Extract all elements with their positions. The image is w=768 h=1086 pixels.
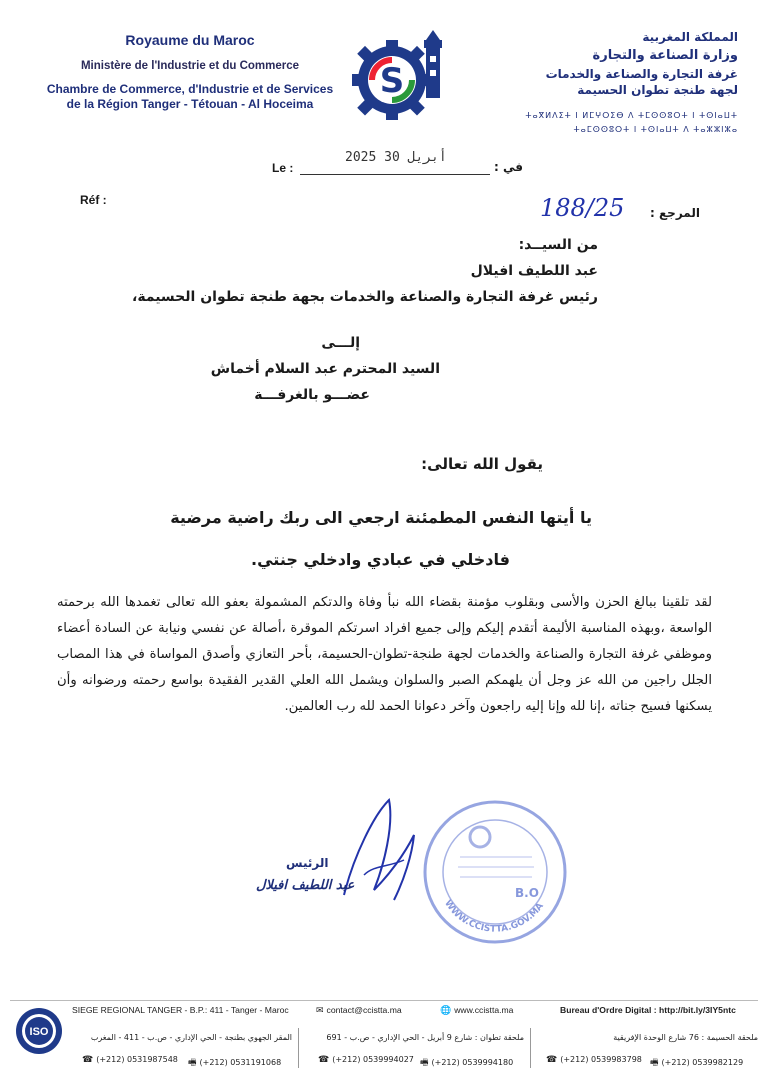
footer-sep2 [530,1028,531,1068]
stamp-logo-icon [470,827,490,847]
stamp-rim-text: WWW.CCISTTA.GOV.MA [442,898,546,935]
signature-title: الرئيس [286,856,329,870]
ref-label-ar: المرجع : [650,206,700,220]
verse-line2: فادخلي في عبادي وادخلي جنتي. [251,550,510,569]
date-underline [300,174,490,175]
phone-icon: ☎ [82,1055,94,1065]
footer-tel3 [318,1055,414,1065]
phone-icon: ☎ [546,1055,558,1065]
footer-web-text[interactable]: www.ccistta.ma [454,1005,514,1015]
recipient-name: السيد المحترم عبد السلام أخماش [210,361,440,377]
chamber-logo [352,28,456,124]
tifinagh-line2: ⵜⴰⵎⵙⵙⵓⵔⵜ ⵏ ⵜⵙⵏⴰⵡⵜ ⴷ ⵜⴰⵣⵣⵏⵣⴰ [573,125,738,134]
stamp-center: B.O [515,886,539,900]
date-label-fr: Le : [272,161,294,175]
iso-badge [14,1006,64,1056]
footer-ar-hoceima: ملحقة الحسيمة : 76 شارع الوحدة الإفريقية [613,1033,758,1042]
condolence-paragraph: لقد تلقينا ببالغ الحزن والأسى وبقلوب مؤمنة بقضاء الله نبأ وفاة والدتكم المشمولة بعفو الله تعالى تغمدها الله برحمته الواسعة ،وبهذه المناسبة الأليمة أتقدم إليكم وإلى جميع افراد اسرتكم الموقرة ،أصالة عن نفسي ونيابة عن السادة أعضاء وموظفي غرفة التجارة والصناعة والخدمات لجهة طنجة-تطوان-الحسيمة، بأحر التعازي وأصدق المواساة في هذا المصاب الجلل راجين من الله عز وجل أن يلهمكم الصبر والسلوان ويشمل الله العلي القدير الفقيدة بواسع رحمته ورضوانه وأن يسكنها فسيح جناته ،إنا لله وإنا إليه راجعون وآخر دعوانا الحمد لله رب العالمين. [57,595,712,714]
footer-tel1 [82,1055,178,1065]
quote-intro: يقول الله تعالى: [421,455,543,473]
tifinagh-line1: ⵜⴰⴳⵍⴷⵉⵜ ⵏ ⵍⵎⵖⵔⵉⴱ ⴷ ⵜⵎⵙⵙⵓⵔⵜ ⵏ ⵜⵙⵏⴰⵡⵜ [525,111,738,120]
footer-tel2 [188,1055,281,1071]
footer-tel5 [546,1055,642,1065]
footer-tel3-text: (+212) 0539994027 [332,1055,414,1064]
fax-icon: 🖷 [188,1058,197,1068]
fax-icon: 🖷 [650,1058,659,1068]
region-ar: لجهة طنجة تطوان الحسيمة [577,83,738,97]
chamber-fr-line1: Chambre de Commerce, d'Industrie et de Services [46,82,334,96]
svg-text:WWW.CCISTTA.GOV.MA [442,899,546,935]
chamber-fr-line2: de la Région Tanger - Tétouan - Al Hoceima [66,97,314,111]
footer-divider [10,1000,758,1001]
recipient-role: عضـــو بالغرفـــة [254,387,370,403]
ministry-ar: وزارة الصناعة والتجارة [592,48,738,63]
phone-icon: ☎ [318,1055,330,1065]
footer-siege: SIEGE REGIONAL TANGER - B.P.: 411 - Tanger - Maroc [72,1005,289,1015]
lighthouse-icon [424,30,442,98]
footer-sep1 [298,1028,299,1068]
ministry-fr: Ministère de l'Industrie et du Commerce [80,60,300,72]
header-french [40,32,340,112]
chamber-fr [40,82,340,112]
date-label-ar: في : [494,160,523,174]
official-stamp [420,797,570,947]
footer-ar-siege: المقر الجهوي بطنجة - الحي الإداري - ص.ب - 411 - المغرب [90,1033,292,1042]
signature-name: عبد اللطيف افيلال [256,878,355,893]
fax-icon: 🖷 [420,1058,429,1068]
footer-web[interactable] [440,1005,513,1016]
date-handwritten: 2025 أبريل 30 [345,150,447,165]
footer-tel1-text: (+212) 0531987548 [96,1055,178,1064]
iso-label: ISO [29,1026,49,1038]
svg-text:S: S [379,61,405,101]
sender-name: عبد اللطيف افيلال [470,263,598,279]
footer-tel4-text: (+212) 0539994180 [431,1058,514,1067]
footer-ar-tetouan: ملحقة تطوان : شارع 9 أبريل - الحي الإداري - ص.ب - 691 [326,1033,524,1042]
recipient-block [40,330,440,408]
ref-label-fr: Réf : [80,193,107,207]
footer-tel2-text: (+212) 0531191068 [199,1058,282,1067]
sender-block [98,232,598,310]
footer-email[interactable] [316,1005,402,1016]
envelope-icon: ✉ [316,1005,324,1015]
header-arabic [478,30,738,137]
header-tifinagh [478,109,738,137]
kingdom-title-fr: Royaume du Maroc [125,32,255,48]
chamber-ar: غرفة التجارة والصناعة والخدمات [545,67,738,81]
ref-handwritten: 188/25 [540,194,625,222]
footer-bureau[interactable]: Bureau d'Ordre Digital : http://bit.ly/3IY5ntc [560,1005,736,1015]
sender-title: رئيس غرفة التجارة والصناعة والخدمات بجهة طنجة تطوان الحسيمة، [132,289,598,305]
footer-email-text[interactable]: contact@ccistta.ma [326,1005,402,1015]
footer-tel6-text: (+212) 0539982129 [661,1058,744,1067]
globe-icon: 🌐 [440,1005,452,1015]
footer-tel6 [650,1055,743,1071]
footer-tel5-text: (+212) 0539983798 [560,1055,642,1064]
recipient-intro: إلـــى [321,335,360,351]
sender-intro: من السيــد: [518,237,598,253]
kingdom-title-ar: المملكة المغربية [642,30,738,44]
footer-tel4 [420,1055,513,1071]
verse-line1: يا أيتها النفس المطمئنة ارجعي الى ربك راضية مرضية [170,508,592,527]
